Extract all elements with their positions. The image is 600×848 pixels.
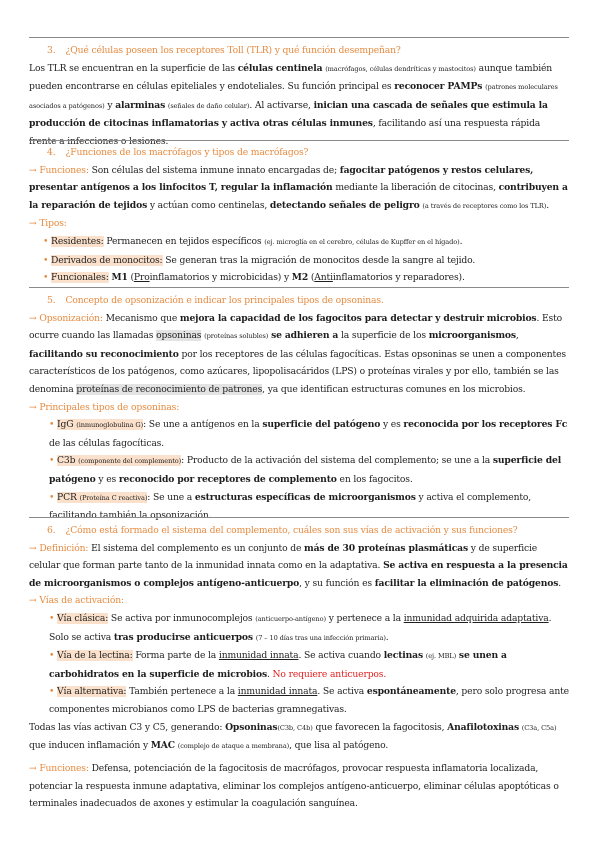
divider: [29, 140, 569, 141]
divider: [29, 37, 569, 38]
q4-heading: 4. ¿Funciones de los macrófagos y tipos de macrófagos?: [47, 147, 309, 158]
list-item: • Residentes: Permanecen en tejidos específicos (ej. microglía en el cerebro, células de Kupffer en el hígado).: [43, 235, 463, 247]
section-q6: [29, 522, 569, 756]
list-item: • Vía de la lectina: Forma parte de la inmunidad innata. Se activa cuando lectinas (ej. MBL) se unen a carbohidratos en la superficie de microbios. No requiere anticuerpos.: [49, 650, 507, 680]
section-q4: [29, 144, 569, 287]
q5-types-label: → Principales tipos de opsoninas:: [29, 401, 180, 413]
q6-definition: → Definición: El sistema del complemento es un conjunto de más de 30 proteínas plasmáticas y de superficie celular que forman parte tanto de la inmunidad innata como en la adaptativa. Se activa en respuesta a la presencia de microorganismos o complejos antígeno-anticuerpo, y su función es facilitar la eliminación de patógenos.: [29, 542, 568, 589]
q6-heading: 6. ¿Cómo está formado el sistema del complemento, cuáles son sus vías de activación y sus funciones?: [47, 525, 518, 536]
list-item: • C3b (componente del complemento): Producto de la activación del sistema del complemento; se une a la superficie del patógeno y es reconocido por receptores de complemento en los fagocitos.: [49, 455, 562, 485]
section-q3: [29, 42, 569, 151]
q3-body: Los TLR se encuentran en la superficie de las células centinela (macrófagos, células dendríticas y mastocitos) aunque también pueden encontrarse en células epiteliales y endoteliales. Su función principal es reconocer PAMPs (patrones moleculares asociados a patógenos) y alarminas (señales de daño celular). Al activarse, inician una cascada de señales que estimula la producción de citocinas inflamatorias y activa otras células inmunes, facilitando así una respuesta rápida frente a infecciones o lesiones.: [29, 62, 558, 147]
section-q6-functions: [29, 760, 569, 813]
list-item: • Vía clásica: Se activa por inmunocomplejos (anticuerpo-antígeno) y pertenece a la inmunidad adquirida adaptativa. Solo se activa tras producirse anticuerpos (7 – 10 días tras una infección primaria).: [49, 612, 552, 643]
q4-functions: → Funciones: Son células del sistema inmune innato encargadas de; fagocitar patógenos y restos celulares, presentar antígenos a los linfocitos T, regular la inflamación mediante la liberación de citocinas, contribuyen a la reparación de tejidos y actúan como centinelas, detectando señales de peligro (a través de receptores como los TLR).: [29, 164, 568, 211]
list-item: • IgG (inmunoglobulina G): Se une a antígenos en la superficie del patógeno y es reconocida por los receptores Fc de las células fagocíticas.: [49, 419, 568, 449]
section-q5: [29, 292, 569, 525]
q5-heading: 5. Concepto de opsonización e indicar los principales tipos de opsoninas.: [47, 295, 384, 306]
list-item: • Vía alternativa: También pertenece a la inmunidad innata. Se activa espontáneamente, pero solo progresa ante componentes microbianos como LPS de bacterias gramnegativas.: [49, 686, 569, 715]
q3-heading: 3. ¿Qué células poseen los receptores Toll (TLR) y qué función desempeñan?: [47, 45, 401, 56]
divider: [29, 287, 569, 288]
q6-paths-label: → Vías de activación:: [29, 595, 124, 607]
q4-types-label: → Tipos:: [29, 218, 67, 230]
list-item: • Derivados de monocitos: Se generan tras la migración de monocitos desde la sangre al tejido.: [43, 254, 476, 266]
list-item: • PCR (Proteína C reactiva): Se une a estructuras específicas de microorganismos y activa el complemento, facilitando también la opsonización.: [49, 491, 532, 522]
q5-definition: → Opsonización: Mecanismo que mejora la capacidad de los fagocitos para detectar y destruir microbios. Esto ocurre cuando las llamadas opsoninas (proteínas solubles) se adhieren a la superficie de los microorganismos, facilitando su reconocimiento por los receptores de las células fagocíticas. Estas opsoninas se unen a componentes característicos de los patógenos, como azúcares, lipopolisacáridos (LPS) o proteínas virales y por ello, también se las denomina proteínas de reconocimiento de patrones, ya que identifican estructuras comunes en los microbios.: [29, 312, 566, 395]
q6-summary: Todas las vías activan C3 y C5, generando: Opsoninas(C3b, C4b) que favorecen la fagocitosis, Anafilotoxinas (C3a, C5a) que inducen inflamación y MAC (complejo de ataque a membrana), que lisa al patógeno.: [29, 721, 557, 752]
q6-functions: → Funciones: Defensa, potenciación de la fagocitosis de macrófagos, provocar respuesta inflamatoria localizada, potenciar la respuesta inmune adaptativa, eliminar los complejos antígeno-anticuerpo, eliminar células apoptóticas o terminales inadecuados de axones y estimular la coagulación sanguínea.: [29, 763, 559, 810]
list-item: • Funcionales: M1 (Proinflamatorios y microbicidas) y M2 (Antiinflamatorios y reparadores).: [43, 272, 465, 284]
divider: [29, 517, 569, 518]
